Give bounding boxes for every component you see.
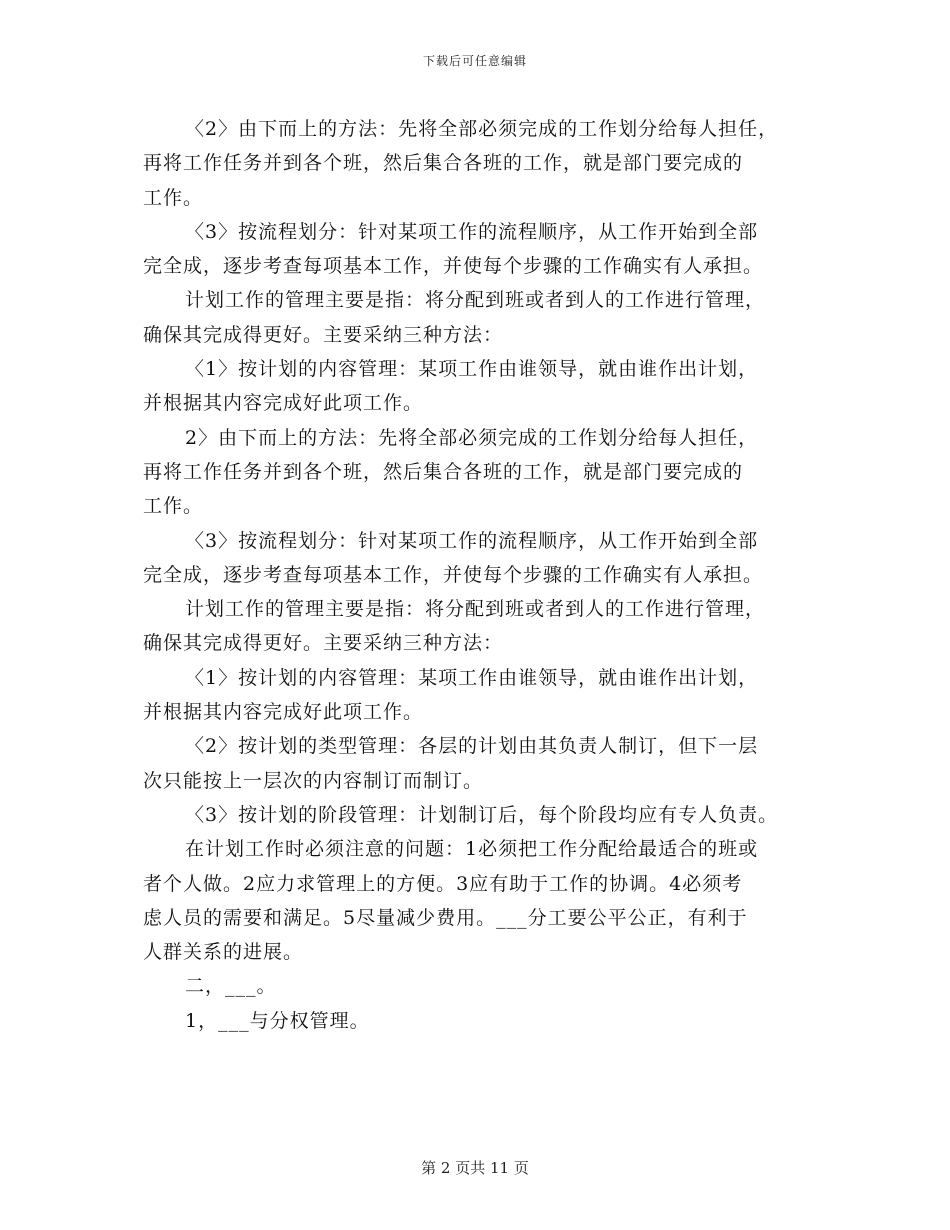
page-header: 下载后可任意编辑 [422,54,527,68]
text-line: 〈3〉按流程划分：针对某项工作的流程顺序，从工作开始到全部 [185,220,759,243]
text-line: 人群关系的进展。 [143,941,304,964]
text-line: 工作。 [143,186,204,209]
text-line: 再将工作任务并到各个班，然后集合各班的工作，就是部门要完成的 [143,460,744,483]
text-line: 再将工作任务并到各个班，然后集合各班的工作，就是部门要完成的 [143,152,744,175]
text-line: 2〉由下而上的方法：先将全部必须完成的工作划分给每人担任， [185,426,759,449]
text-line: 〈2〉按计划的类型管理：各层的计划由其负责人制订，但下一层 [185,735,759,758]
page-number: 第 2 页共 11 页 [421,1159,529,1177]
text-line: 在计划工作时必须注意的问题：1必须把工作分配给最适合的班或 [185,838,759,861]
text-line: 次只能按上一层次的内容制订而制订。 [143,769,484,792]
text-line: 计划工作的管理主要是指：将分配到班或者到人的工作进行管理， [185,598,766,621]
text-line: 者个人做。2应力求管理上的方便。3应有助于工作的协调。4必须考 [143,872,743,895]
text-line: 〈1〉按计划的内容管理：某项工作由谁领导，就由谁作出计划， [185,666,759,689]
text-line: 〈2〉由下而上的方法：先将全部必须完成的工作划分给每人担任， [185,118,779,140]
text-line: 并根据其内容完成好此项工作。 [143,392,424,415]
text-line: 完全成，逐步考查每项基本工作，并使每个步骤的工作确实有人承担。 [143,563,764,586]
text-line: 工作。 [143,495,204,518]
text-line: 〈3〉按流程划分：针对某项工作的流程顺序，从工作开始到全部 [185,529,759,552]
text-line: 确保其完成得更好。主要采纳三种方法： [143,323,504,346]
subsection-heading: 1，___与分权管理。 [185,1009,370,1032]
document-body [143,112,823,1038]
text-line: 〈3〉按计划的阶段管理：计划制订后，每个阶段均应有专人负责。 [185,803,779,826]
text-line: 计划工作的管理主要是指：将分配到班或者到人的工作进行管理， [185,289,766,312]
text-line: 并根据其内容完成好此项工作。 [143,701,424,724]
section-heading: 二，___。 [185,975,277,998]
text-line: 虑人员的需要和满足。5尽量减少费用。___分工要公平公正，有利于 [143,906,748,929]
text-line: 〈1〉按计划的内容管理：某项工作由谁领导，就由谁作出计划， [185,358,759,381]
text-line: 完全成，逐步考查每项基本工作，并使每个步骤的工作确实有人承担。 [143,255,764,278]
text-line: 确保其完成得更好。主要采纳三种方法： [143,632,504,655]
